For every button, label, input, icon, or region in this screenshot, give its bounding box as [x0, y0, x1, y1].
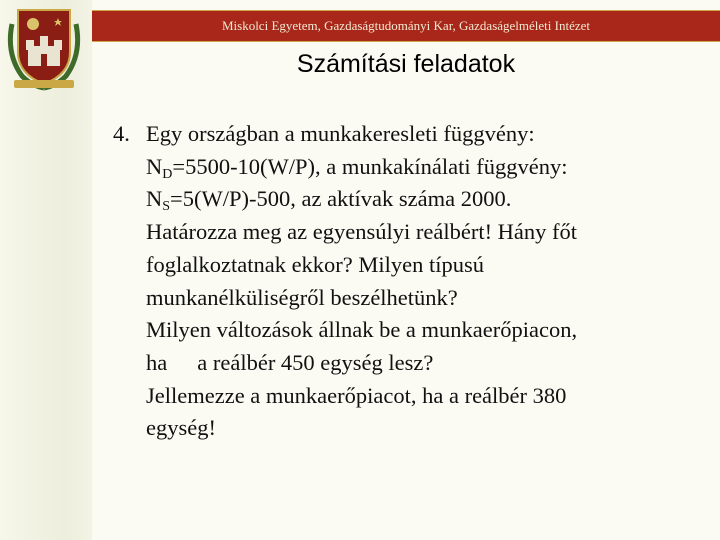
problem-line-6: munkanélküliségről beszélhetünk? — [146, 284, 458, 310]
problem-line-5: foglalkoztatnak ekkor? Milyen típusú — [146, 251, 485, 277]
demand-subscript: D — [162, 166, 173, 182]
problem-line-2 — [146, 151, 713, 184]
problem-line-9: Jellemezze a munkaerőpiacot, ha a reálbér 380 — [146, 382, 567, 408]
university-crest-icon — [4, 4, 84, 94]
problem-line-1: Egy országban a munkakeresleti függvény: — [146, 121, 535, 146]
header-bar — [92, 10, 720, 42]
demand-symbol: N — [146, 153, 163, 179]
problem-line-8 — [146, 347, 713, 380]
problem-line-4: Határozza meg az egyensúlyi reálbért! Hány főt — [146, 219, 578, 245]
supply-function: =5(W/P)-500, az aktívak száma 2000. — [170, 186, 512, 212]
item-number: 4. — [113, 121, 130, 146]
institution-header: Miskolci Egyetem, Gazdaságtudományi Kar, Gazdaságelméleti Intézet — [221, 18, 591, 33]
slide-title: Számítási feladatok — [296, 50, 516, 78]
problem-line-8-end: a reálbér 450 egység lesz? — [197, 349, 434, 375]
left-sidebar — [0, 0, 92, 540]
problem-line-8-start: ha — [146, 349, 168, 375]
problem-line-10: egység! — [146, 415, 216, 441]
demand-function: =5500-10(W/P), a munkakínálati függvény: — [172, 153, 568, 179]
problem-line-7: Milyen változások állnak be a munkaerőpiacon, — [146, 317, 578, 343]
problem-line-3 — [146, 183, 713, 216]
problem-text — [113, 118, 713, 445]
supply-symbol: N — [146, 186, 163, 212]
supply-subscript: S — [162, 199, 171, 215]
